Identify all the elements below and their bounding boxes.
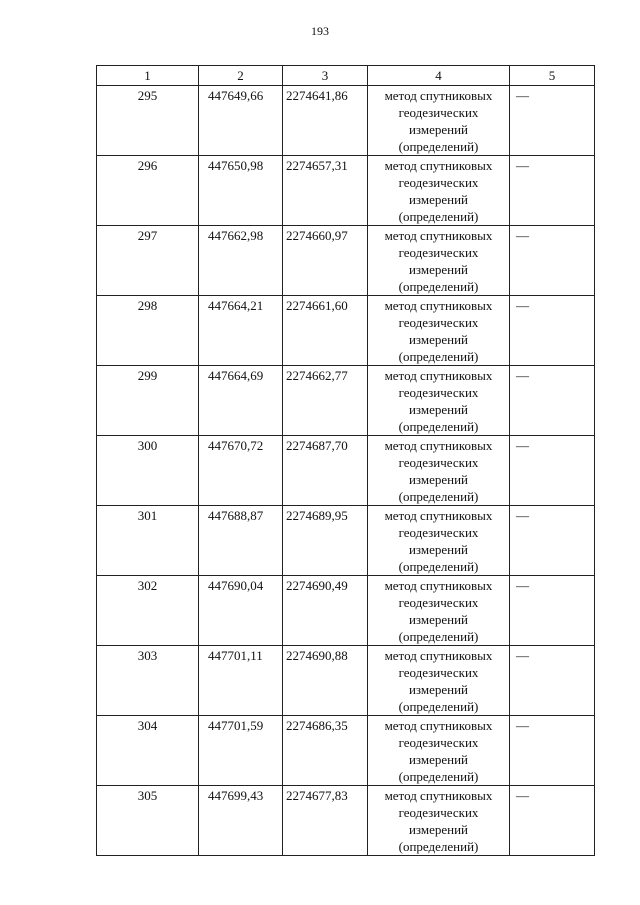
note-cell: —: [510, 366, 595, 436]
method-cell: [368, 226, 510, 296]
note-cell: —: [510, 226, 595, 296]
method-cell: [368, 716, 510, 786]
method-cell: [368, 576, 510, 646]
x-coordinate-cell: 447670,72: [199, 436, 283, 506]
column-header-1: 1: [97, 66, 199, 86]
x-coordinate-cell: 447662,98: [199, 226, 283, 296]
note-cell: —: [510, 156, 595, 226]
note-cell: —: [510, 646, 595, 716]
x-coordinate-cell: 447688,87: [199, 506, 283, 576]
method-cell: [368, 646, 510, 716]
point-number-cell: 303: [97, 646, 199, 716]
table-row: [97, 506, 595, 576]
method-text: метод спутниковых геодезических измерений (определений): [384, 648, 493, 714]
coordinates-table: [96, 65, 595, 856]
y-coordinate-cell: 2274686,35: [283, 716, 368, 786]
y-coordinate-cell: 2274690,49: [283, 576, 368, 646]
y-coordinate-cell: 2274641,86: [283, 86, 368, 156]
table-row: [97, 436, 595, 506]
x-coordinate-cell: 447690,04: [199, 576, 283, 646]
column-header-4: 4: [368, 66, 510, 86]
table-header: [97, 66, 595, 86]
point-number-cell: 300: [97, 436, 199, 506]
table-row: [97, 366, 595, 436]
point-number-cell: 296: [97, 156, 199, 226]
x-coordinate-cell: 447649,66: [199, 86, 283, 156]
y-coordinate-cell: 2274689,95: [283, 506, 368, 576]
method-text: метод спутниковых геодезических измерений (определений): [384, 508, 493, 574]
x-coordinate-cell: 447701,59: [199, 716, 283, 786]
y-coordinate-cell: 2274657,31: [283, 156, 368, 226]
note-cell: —: [510, 576, 595, 646]
y-coordinate-cell: 2274687,70: [283, 436, 368, 506]
point-number-cell: 298: [97, 296, 199, 366]
column-header-3: 3: [283, 66, 368, 86]
y-coordinate-cell: 2274661,60: [283, 296, 368, 366]
y-coordinate-cell: 2274690,88: [283, 646, 368, 716]
method-cell: [368, 786, 510, 856]
table-row: [97, 226, 595, 296]
method-cell: [368, 296, 510, 366]
table-row: [97, 576, 595, 646]
method-cell: [368, 506, 510, 576]
method-text: метод спутниковых геодезических измерений (определений): [384, 88, 493, 154]
x-coordinate-cell: 447701,11: [199, 646, 283, 716]
table-row: [97, 86, 595, 156]
table-row: [97, 156, 595, 226]
method-text: метод спутниковых геодезических измерений (определений): [384, 438, 493, 504]
table-row: [97, 646, 595, 716]
table-row: [97, 786, 595, 856]
y-coordinate-cell: 2274660,97: [283, 226, 368, 296]
method-text: метод спутниковых геодезических измерений (определений): [384, 788, 493, 854]
point-number-cell: 297: [97, 226, 199, 296]
x-coordinate-cell: 447664,21: [199, 296, 283, 366]
column-header-2: 2: [199, 66, 283, 86]
point-number-cell: 302: [97, 576, 199, 646]
note-cell: —: [510, 296, 595, 366]
method-text: метод спутниковых геодезических измерений (определений): [384, 158, 493, 224]
page-number: 193: [311, 24, 329, 38]
y-coordinate-cell: 2274677,83: [283, 786, 368, 856]
header-row: [97, 66, 595, 86]
note-cell: —: [510, 786, 595, 856]
point-number-cell: 299: [97, 366, 199, 436]
x-coordinate-cell: 447650,98: [199, 156, 283, 226]
note-cell: —: [510, 506, 595, 576]
table-row: [97, 296, 595, 366]
column-header-5: 5: [510, 66, 595, 86]
note-cell: —: [510, 86, 595, 156]
y-coordinate-cell: 2274662,77: [283, 366, 368, 436]
method-cell: [368, 436, 510, 506]
method-text: метод спутниковых геодезических измерений (определений): [384, 368, 493, 434]
method-cell: [368, 156, 510, 226]
point-number-cell: 304: [97, 716, 199, 786]
method-cell: [368, 86, 510, 156]
method-text: метод спутниковых геодезических измерений (определений): [384, 578, 493, 644]
method-text: метод спутниковых геодезических измерений (определений): [384, 228, 493, 294]
note-cell: —: [510, 716, 595, 786]
table-row: [97, 716, 595, 786]
table-body: [97, 86, 595, 856]
x-coordinate-cell: 447699,43: [199, 786, 283, 856]
point-number-cell: 301: [97, 506, 199, 576]
x-coordinate-cell: 447664,69: [199, 366, 283, 436]
point-number-cell: 295: [97, 86, 199, 156]
method-text: метод спутниковых геодезических измерений (определений): [384, 718, 493, 784]
point-number-cell: 305: [97, 786, 199, 856]
note-cell: —: [510, 436, 595, 506]
method-text: метод спутниковых геодезических измерений (определений): [384, 298, 493, 364]
method-cell: [368, 366, 510, 436]
